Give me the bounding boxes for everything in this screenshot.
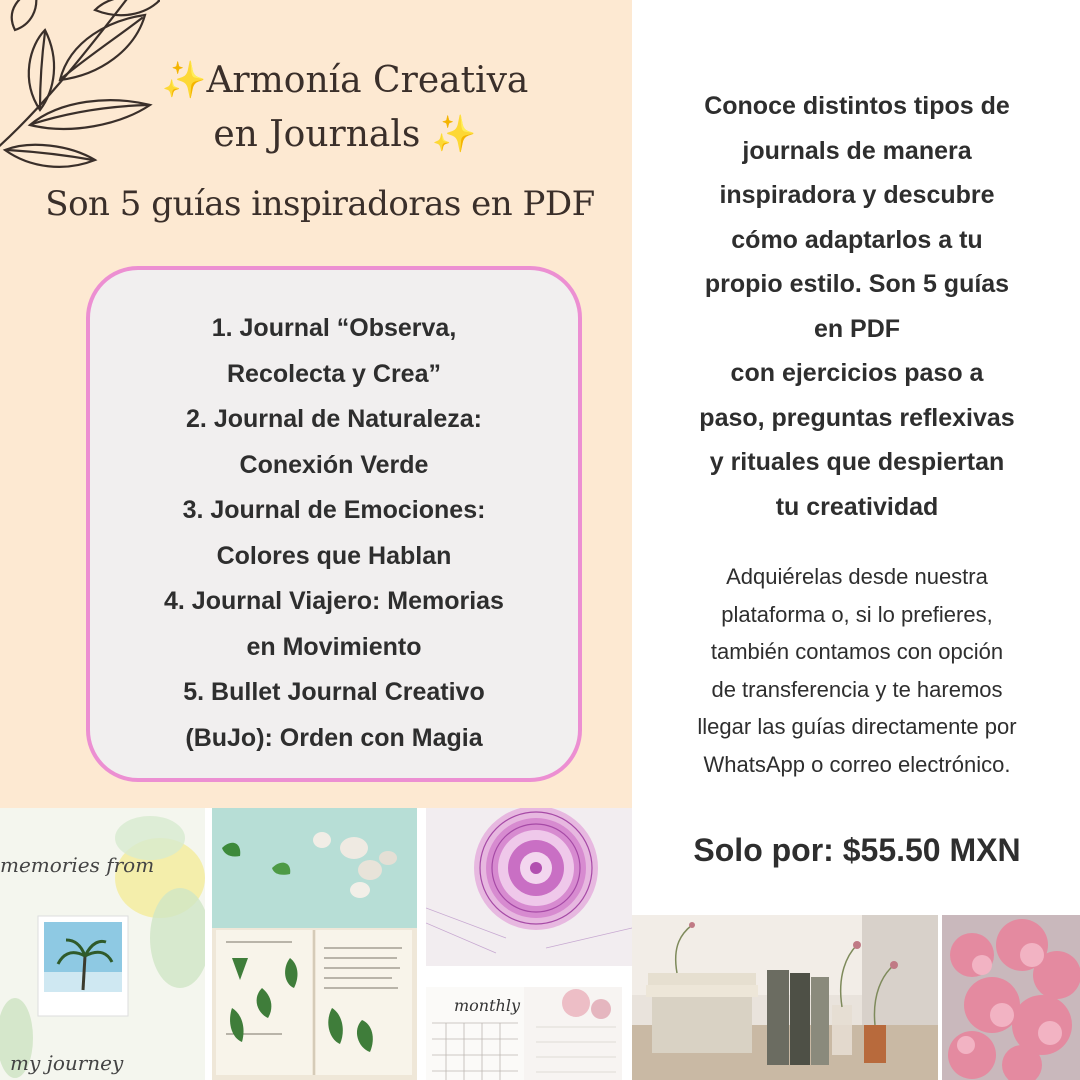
memories-journal-photo: [0, 808, 205, 1080]
guide-line: 1. Journal “Observa,: [211, 314, 457, 342]
subtitle: Son 5 guías inspiradoras en PDF: [45, 184, 595, 224]
sparkle-icon: ✨: [431, 114, 477, 155]
title-text-2: en Journals: [213, 114, 421, 155]
title-text-1: Armonía Creativa: [206, 60, 529, 101]
guide-line: 5. Bullet Journal Creativo: [183, 678, 485, 706]
note-line: WhatsApp o correo electrónico.: [703, 751, 1011, 777]
mandala-journal-photo: [426, 808, 632, 966]
note-line: plataforma o, si lo prefieres,: [721, 601, 993, 627]
price-label: Solo por: $55.50 MXN: [693, 832, 1021, 868]
description-line: propio estilo. Son 5 guías: [704, 270, 1010, 298]
monthly-planner-photo: [426, 987, 622, 1080]
description-line: con ejercicios paso a: [730, 359, 984, 387]
guides-list-box: [86, 266, 582, 782]
memories-text-bottom: my journey: [10, 1051, 124, 1075]
page-title-line-2: [110, 108, 580, 162]
guide-line: Colores que Hablan: [216, 541, 452, 570]
description-line: paso, preguntas reflexivas: [699, 403, 1015, 432]
sparkle-icon: ✨: [161, 60, 207, 101]
guide-line: 2. Journal de Naturaleza:: [186, 405, 482, 433]
description-line: journals de manera: [742, 136, 972, 165]
guide-line: (BuJo): Orden con Magia: [185, 723, 483, 752]
guides-list: [90, 306, 578, 761]
guide-line: Conexión Verde: [239, 450, 429, 479]
books-vases-photo: [632, 915, 938, 1080]
guide-line: 4. Journal Viajero: Memorias: [164, 587, 504, 615]
description-line: tu creatividad: [775, 492, 939, 521]
note-line: Adquiérelas desde nuestra: [726, 564, 988, 589]
description-line: Conoce distintos tipos de: [704, 92, 1010, 120]
nature-journal-photo: [212, 808, 417, 1080]
description-text: [652, 84, 1062, 529]
description-line: y rituales que despiertan: [709, 448, 1005, 476]
page-title-line-1: [110, 54, 580, 108]
guide-line: 3. Journal de Emociones:: [182, 496, 486, 524]
guide-line: Recolecta y Crea”: [226, 359, 441, 388]
note-line: de transferencia y te haremos: [711, 676, 1003, 702]
note-line: también contamos con opción: [710, 639, 1004, 664]
description-line: en PDF: [813, 314, 901, 343]
note-line: llegar las guías directamente por: [697, 714, 1017, 739]
purchase-note: [652, 558, 1062, 783]
description-line: inspiradora y descubre: [719, 181, 995, 209]
pink-flowers-photo: [942, 915, 1080, 1080]
guide-line: en Movimiento: [246, 632, 422, 661]
monthly-text: monthly: [454, 996, 520, 1015]
description-line: cómo adaptarlos a tu: [731, 225, 983, 254]
memories-text-top: memories from: [0, 853, 155, 877]
